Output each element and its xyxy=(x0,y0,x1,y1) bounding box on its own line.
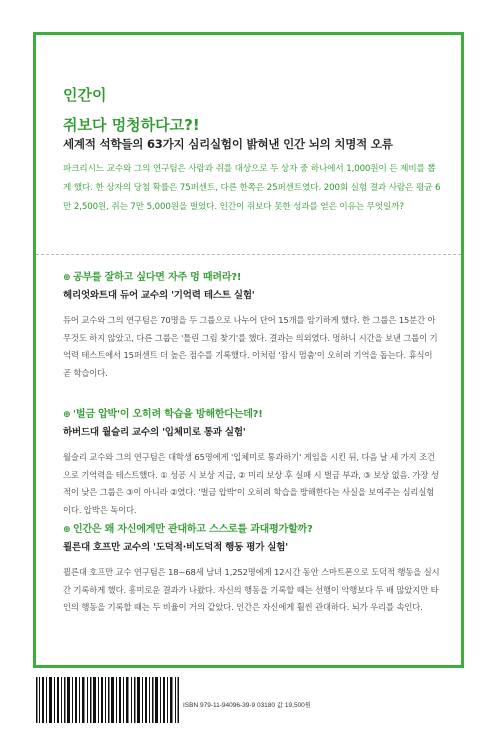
section-self-evaluation xyxy=(63,522,441,617)
bullet-icon: ⊕ xyxy=(63,410,71,420)
bullet-icon: ⊕ xyxy=(63,525,71,535)
section-title xyxy=(63,522,441,538)
headline-line-2: 쥐보다 멍청하다고?! xyxy=(63,116,200,134)
section-subtitle: 헤리엇와트대 듀어 교수의 '기억력 테스트 실험' xyxy=(63,290,255,301)
headline xyxy=(63,80,200,140)
section-rest xyxy=(63,270,441,382)
section-subtitle: 하버드대 월슬리 교수의 '입체미로 통과 실험' xyxy=(63,427,246,438)
section-title-text: 공부를 잘하고 싶다면 자주 멍 때려라?! xyxy=(73,272,242,283)
intro-section xyxy=(63,136,441,217)
section-body: 듀어 교수와 그의 연구팀은 70명을 두 그룹으로 나누어 단어 15개를 암기하게 했다. 한 그룹은 15분간 아무것도 하지 않았고, 다른 그룹은 '틀린 그림 찾기'를 했다. 결과는 의외였다. 멍하니 시간을 보낸 그룹이 기억력 테스트에서 15퍼센트 더 높은 점수를 기록했다. 이처럼 '잠시 멈춤'이 오히려 기억을 돕는다. 휴식이 곧 학습이다. xyxy=(63,315,438,378)
section-title-text: 인간은 왜 자신에게만 관대하고 스스로를 과대평가할까? xyxy=(73,524,313,535)
intro-body: 파크리시느 교수와 그의 연구팀은 사람과 쥐를 대상으로 두 상자 중 하나에서 1,000원이 든 제비를 뽑게 했다. 한 상자의 당첨 확률은 75퍼센트, 다른 한쪽은 25퍼센트였다. 200회 실험 결과 사람은 평균 6만 2,500원, 쥐는 7만 5,000원을 벌었다. 인간이 쥐보다 못한 성과를 얻은 이유는 무엇일까? xyxy=(63,164,441,212)
section-divider xyxy=(36,254,461,255)
section-body: 월슬리 교수와 그의 연구팀은 대학생 65명에게 '입체미로 통과하기' 게임을 시킨 뒤, 다음 날 세 가지 조건으로 기억력을 테스트했다. ① 성공 시 보상 지급, ② 미리 보상 후 실패 시 벌금 부과, ③ 보상 없음. 가장 성적이 낮은 그룹은 ③이 아니라 ②였다. '벌금 압박'이 오히려 학습을 방해한다는 사실을 보여주는 심리실험이다. 압박은 독이다. xyxy=(63,452,439,515)
section-pressure xyxy=(63,407,441,519)
barcode xyxy=(36,677,179,723)
section-body: 쾰른대 호프만 교수 연구팀은 18~68세 남녀 1,252명에게 12시간 동안 스마트폰으로 도덕적 행동을 실시간 기록하게 했다. 흥미로운 결과가 나왔다. 자신의 행동을 기록할 때는 선행이 악행보다 두 배 많았지만 타인의 행동을 기록할 때는 두 비율이 거의 같았다. 인간은 자신에게 훨씬 관대하다. 뇌가 우리를 속인다. xyxy=(63,567,440,612)
section-subtitle: 쾰른대 호프만 교수의 '도덕적·비도덕적 행동 평가 실험' xyxy=(63,542,288,553)
section-title-text: '벌금 압박'이 오히려 학습을 방해한다는데?! xyxy=(73,409,263,420)
isbn-price: ISBN 979-11-94096-39-9 03180 값 19,500원 xyxy=(183,702,312,709)
section-title xyxy=(63,407,441,423)
headline-line-1: 인간이 xyxy=(63,86,107,104)
intro-title: 세계적 석학들의 63가지 심리실험이 밝혀낸 인간 뇌의 치명적 오류 xyxy=(63,137,393,151)
bullet-icon: ⊕ xyxy=(63,273,71,283)
section-title xyxy=(63,270,441,286)
